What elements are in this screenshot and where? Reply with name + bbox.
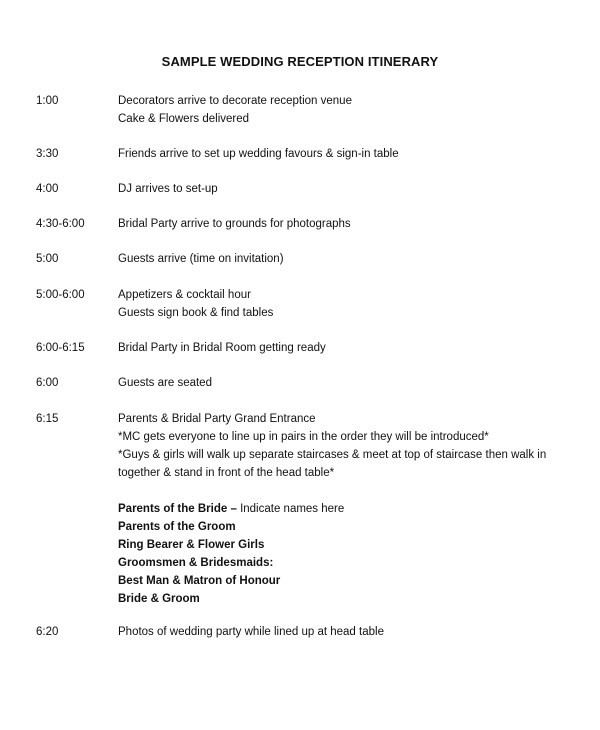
entry-line: Photos of wedding party while lined up at head table bbox=[118, 626, 384, 638]
entry-description bbox=[118, 92, 578, 128]
entry-time: 6:00-6:15 bbox=[36, 342, 85, 354]
entrance-order-item: Best Man & Matron of Honour bbox=[118, 575, 281, 587]
entrance-order-list bbox=[118, 500, 558, 608]
entry-description bbox=[118, 374, 578, 392]
entrance-order-item bbox=[118, 500, 558, 518]
document-title: SAMPLE WEDDING RECEPTION ITINERARY bbox=[161, 54, 439, 69]
entry-line: Cake & Flowers delivered bbox=[118, 113, 250, 125]
entrance-order-item: Ring Bearer & Flower Girls bbox=[118, 539, 265, 551]
entry-line: together & stand in front of the head table* bbox=[118, 467, 335, 479]
entry-line: Guests arrive (time on invitation) bbox=[118, 253, 284, 265]
entry-line: *MC gets everyone to line up in pairs in the order they will be introduced* bbox=[118, 431, 489, 443]
entrance-order-note: Indicate names here bbox=[236, 503, 345, 515]
entry-description bbox=[118, 180, 578, 198]
entry-time: 4:00 bbox=[36, 183, 59, 195]
entry-description bbox=[118, 250, 578, 268]
entry-line: Guests sign book & find tables bbox=[118, 307, 274, 319]
entry-line: Bridal Party in Bridal Room getting ready bbox=[118, 342, 326, 354]
entrance-order-item: Groomsmen & Bridesmaids: bbox=[118, 557, 274, 569]
entry-line: Appetizers & cocktail hour bbox=[118, 289, 251, 301]
entry-line: *Guys & girls will walk up separate staircases & meet at top of staircase then walk in bbox=[118, 449, 547, 461]
entry-time: 6:15 bbox=[36, 413, 59, 425]
entry-description bbox=[118, 145, 578, 163]
entry-description bbox=[118, 339, 578, 357]
entry-line: DJ arrives to set-up bbox=[118, 183, 218, 195]
entrance-order-item: Bride & Groom bbox=[118, 593, 200, 605]
entry-time: 5:00 bbox=[36, 253, 59, 265]
entrance-order-item: Parents of the Groom bbox=[118, 521, 236, 533]
entry-description bbox=[118, 215, 578, 233]
entry-time: 1:00 bbox=[36, 95, 59, 107]
entry-line: Friends arrive to set up wedding favours & sign-in table bbox=[118, 148, 399, 160]
entry-description bbox=[118, 286, 578, 322]
entry-line: Decorators arrive to decorate reception venue bbox=[118, 95, 352, 107]
entry-line: Parents & Bridal Party Grand Entrance bbox=[118, 413, 316, 425]
entry-line: Guests are seated bbox=[118, 377, 212, 389]
entry-description bbox=[118, 623, 578, 641]
entry-line: Bridal Party arrive to grounds for photographs bbox=[118, 218, 351, 230]
entry-time: 3:30 bbox=[36, 148, 59, 160]
entrance-order-label: Parents of the Bride – bbox=[118, 503, 237, 515]
entry-time: 4:30-6:00 bbox=[36, 218, 85, 230]
entry-time: 5:00-6:00 bbox=[36, 289, 85, 301]
entry-description bbox=[118, 410, 578, 482]
entry-time: 6:20 bbox=[36, 626, 59, 638]
entry-time: 6:00 bbox=[36, 377, 59, 389]
